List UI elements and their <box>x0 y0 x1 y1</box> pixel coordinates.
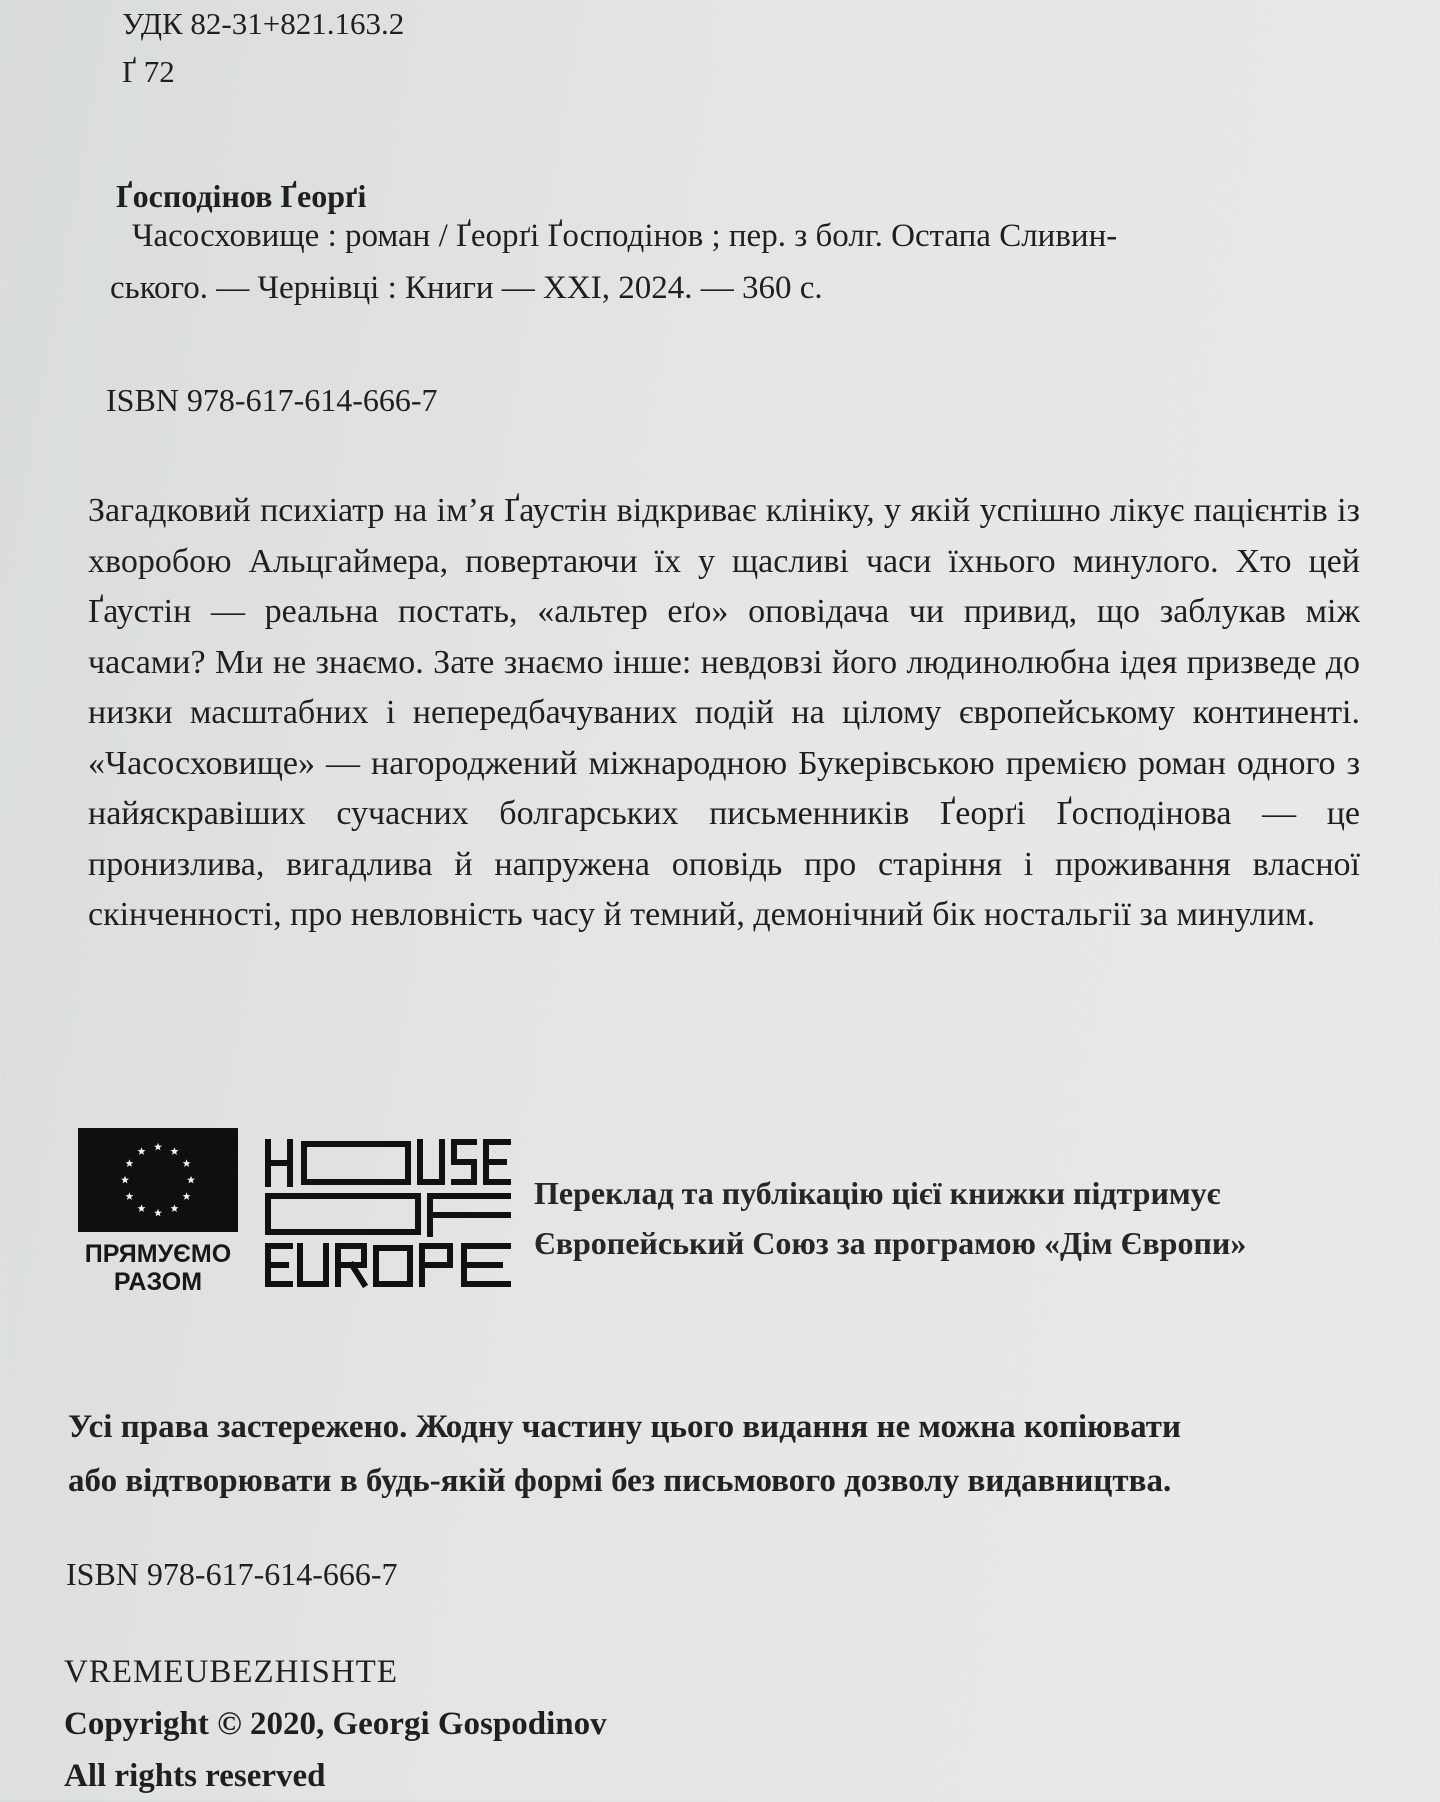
rights-notice <box>68 1400 1364 1508</box>
house-of-europe-logo <box>264 1138 512 1288</box>
logo-letter-e <box>486 1142 508 1182</box>
all-rights-reserved: All rights reserved <box>64 1758 326 1794</box>
logo-letter-e2 <box>268 1246 290 1284</box>
eu-star-icon <box>125 1159 133 1167</box>
eu-caption-line-2: РАЗОМ <box>113 1268 203 1296</box>
bibliographic-entry <box>110 210 1360 314</box>
funding-logos <box>78 1128 1368 1308</box>
logo-letter-u2 <box>300 1246 326 1284</box>
isbn-bottom: ISBN 978-617-614-666-7 <box>66 1556 398 1592</box>
bibliography-line-1: Часосховище : роман / Ґеорґі Ґосподінов ; пер. з болг. Остапа Сливин- <box>132 218 1118 254</box>
eu-star-icon <box>138 1147 146 1155</box>
logo-letter-e3 <box>464 1246 508 1284</box>
udk-classification <box>122 0 404 96</box>
eu-flag-icon <box>78 1128 238 1232</box>
eu-star-icon <box>138 1204 146 1212</box>
book-annotation: Загадковий психіатр на ім’я Ґаустін відкриває клініку, у якій успішно лікує пацієнтів із хворобою Альцгаймера, повертаючи їх у щасливі часи їхнього минулого. Хто цей Ґаустін — реальна постать, «альтер еґо» оповідача чи привид, що заблукав між часами? Ми не знаємо. Зате знаємо інше: невдовзі його людинолюбна ідея призведе до низки масштабних і непередбачуваних подій на цілому європейському континенті. «Часосховище» — нагороджений міжнародною Букерівською премією роман одного з найяскравіших сучасних болгарських письменників Ґеорґі Ґосподінова — це пронизлива, вигадлива й напружена оповідь про старіння і проживання власної скінченності, про невловність часу й темний, демонічний бік ностальгії за минулим. <box>88 492 1360 933</box>
eu-star-icon <box>121 1176 129 1184</box>
rights-line-2: або відтворювати в будь-якій формі без письмового дозволу видавництва. <box>68 1463 1172 1499</box>
author-heading: Ґосподінов Ґеорґі <box>116 178 367 214</box>
original-title: VREMEUBEZHISHTE <box>64 1654 398 1690</box>
logo-letter-f <box>430 1196 508 1234</box>
original-copyright: Copyright © 2020, Georgi Gospodinov <box>64 1706 607 1742</box>
eu-star-icon <box>125 1192 133 1200</box>
eu-star-icon <box>171 1147 179 1155</box>
logo-letter-o2 <box>376 1248 410 1284</box>
logo-letter-o-wide <box>268 1196 418 1232</box>
logo-letter-h <box>268 1142 290 1184</box>
author-mark: Ґ 72 <box>122 54 175 89</box>
eu-star-icon <box>187 1176 195 1184</box>
eu-star-icon <box>183 1192 191 1200</box>
eu-star-icon <box>171 1204 179 1212</box>
eu-logo-caption <box>78 1240 238 1296</box>
logo-letter-p <box>422 1246 450 1284</box>
udk-code: УДК 82-31+821.163.2 <box>122 6 405 41</box>
logo-letter-r <box>338 1246 364 1284</box>
original-edition-info <box>64 1646 607 1802</box>
logo-letter-u <box>420 1142 442 1182</box>
logo-letter-s <box>454 1142 474 1182</box>
translation-support-note <box>534 1168 1374 1268</box>
rights-line-1: Усі права застережено. Жодну частину цього видання не можна копіювати <box>68 1409 1182 1445</box>
support-line-2: Європейський Союз за програмою «Дім Європи» <box>534 1225 1247 1261</box>
bibliography-line-2: ського. — Чернівці : Книги — XXI, 2024. — 360 с. <box>110 270 823 306</box>
eu-star-icon <box>183 1159 191 1167</box>
eu-caption-line-1: ПРЯМУЄМО <box>84 1240 232 1268</box>
support-line-1: Переклад та публікацію цієї книжки підтримує <box>534 1175 1221 1211</box>
isbn-top: ISBN 978-617-614-666-7 <box>106 382 438 418</box>
eu-star-icon <box>154 1143 162 1151</box>
eu-star-icon <box>154 1209 162 1217</box>
logo-letter-o-long <box>304 1144 408 1182</box>
